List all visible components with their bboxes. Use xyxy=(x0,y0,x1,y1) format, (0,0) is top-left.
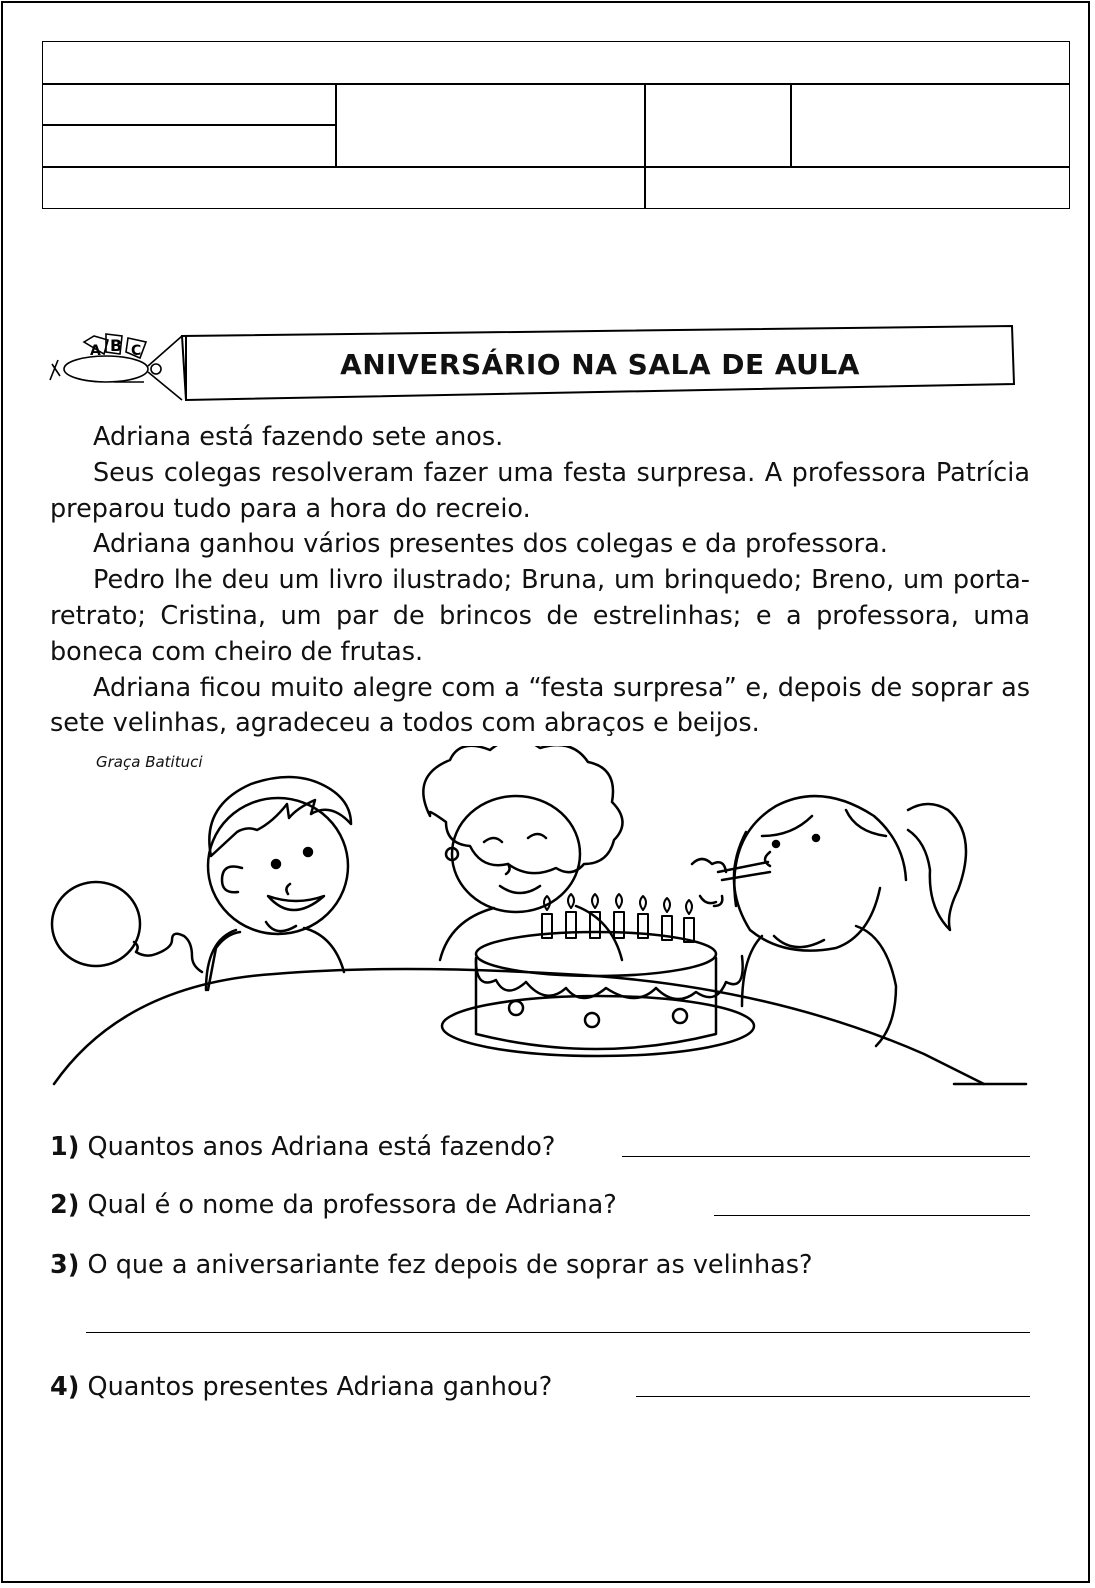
answer-line-1[interactable] xyxy=(622,1156,1030,1157)
svg-text:A: A xyxy=(90,343,101,359)
col-divider xyxy=(335,83,337,167)
question-text: Quantos presentes Adriana ganhou? xyxy=(87,1372,553,1402)
question-4 xyxy=(50,1372,552,1402)
story-paragraph: Adriana está fazendo sete anos. xyxy=(93,422,504,452)
col-divider xyxy=(644,83,646,208)
balloon-icon xyxy=(52,882,202,972)
story-paragraph: Adriana ganhou vários presentes dos colegas e da professora. xyxy=(93,529,888,560)
story-paragraph: Pedro lhe deu um livro ilustrado; Bruna, um brinquedo; Breno, um porta-retrato; Cristina, um par de brincos de estrelinhas; e a professora, uma boneca com cheiro de frutas. xyxy=(50,565,1030,667)
question-number: 4) xyxy=(50,1372,80,1402)
question-text: Quantos anos Adriana está fazendo? xyxy=(87,1132,556,1162)
question-3 xyxy=(50,1250,813,1280)
story-text xyxy=(50,420,1030,742)
boy-figure xyxy=(206,777,351,990)
birthday-party-illustration xyxy=(46,746,1036,1096)
question-text: O que a aniversariante fez depois de soprar as velinhas? xyxy=(87,1250,813,1280)
illustration-credit: Graça Batituci xyxy=(96,753,203,771)
story-paragraph: Seus colegas resolveram fazer uma festa surpresa. A professora Patrícia preparou tudo para a hora do recreio. xyxy=(50,457,1030,524)
row-divider xyxy=(43,124,335,126)
question-number: 2) xyxy=(50,1190,80,1220)
worksheet-title: ANIVERSÁRIO NA SALA DE AULA xyxy=(340,348,860,381)
question-text: Qual é o nome da professora de Adriana? xyxy=(87,1190,617,1220)
question-number: 3) xyxy=(50,1250,80,1280)
row-divider xyxy=(43,166,1069,168)
answer-line-4[interactable] xyxy=(636,1396,1030,1397)
row-divider xyxy=(43,83,1069,85)
girl-figure xyxy=(423,746,622,960)
col-divider xyxy=(790,83,792,167)
svg-text:C: C xyxy=(131,343,142,359)
girl-blowing-candles-figure xyxy=(692,796,966,1046)
header-form-table xyxy=(42,41,1070,209)
question-number: 1) xyxy=(50,1132,80,1162)
abc-airplane-icon xyxy=(50,334,182,400)
svg-text:B: B xyxy=(110,336,123,355)
story-paragraph: Adriana ficou muito alegre com a “festa surpresa” e, depois de soprar as sete velinhas, agradeceu a todos com abraços e beijos. xyxy=(50,672,1030,739)
question-2 xyxy=(50,1190,617,1220)
question-1 xyxy=(50,1132,555,1162)
answer-line-2[interactable] xyxy=(714,1215,1030,1216)
answer-line-3[interactable] xyxy=(86,1332,1030,1333)
